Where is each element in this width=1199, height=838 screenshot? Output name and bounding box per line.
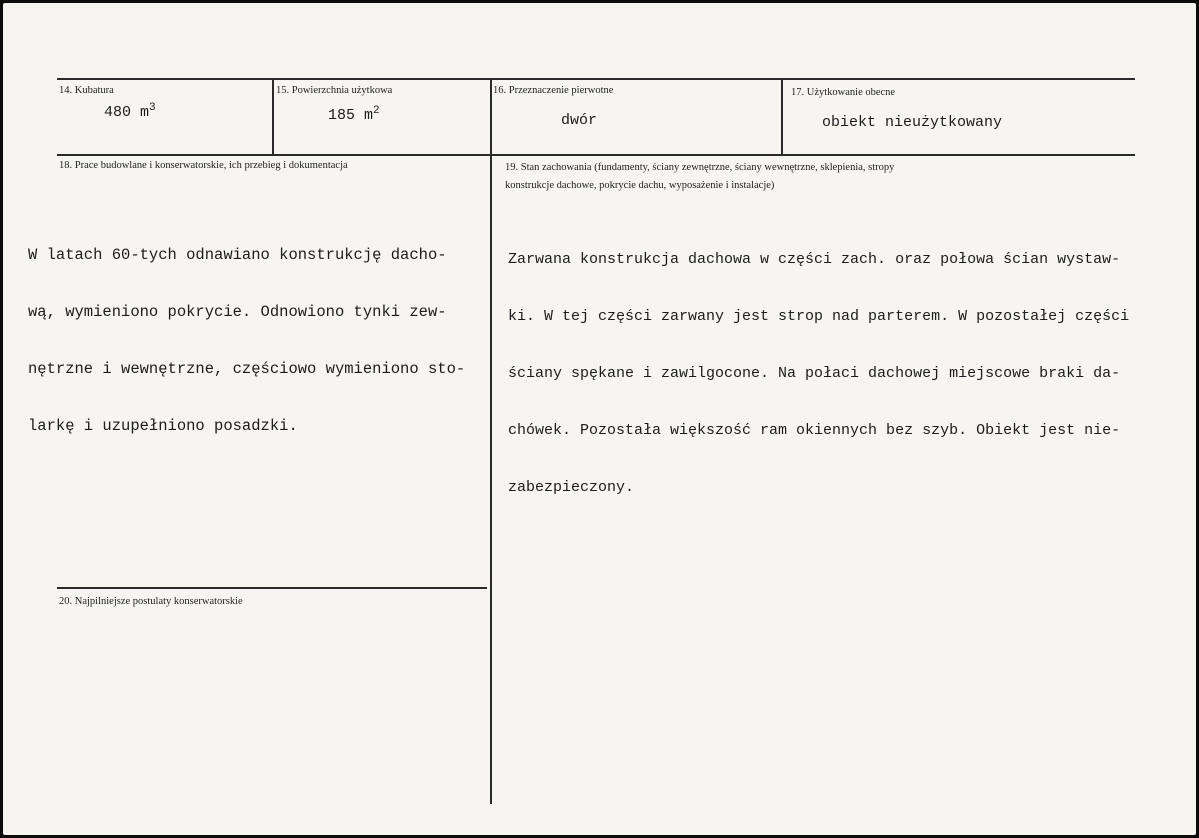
field-14-label: 14. Kubatura — [59, 85, 114, 96]
field-19-label-line: konstrukcje dachowe, pokrycie dachu, wyposażenie i instalacje) — [505, 179, 775, 191]
field-18-text — [28, 208, 465, 474]
field-19-label-line: 19. Stan zachowania (fundamenty, ściany zewnętrzne, ściany wewnętrzne, sklepienia, stropy — [505, 162, 895, 173]
field-14-value: 480 $m^3$ — [104, 102, 156, 121]
field-19-label — [505, 161, 894, 192]
field-17-value: obiekt nieużytkowany — [822, 114, 1003, 131]
field-19-line: ściany spękane i zawilgocone. Na połaci dachowej miejscowe braki da- — [508, 365, 1121, 382]
divider-14-15 — [272, 78, 274, 154]
field-20-label: 20. Najpilniejsze postulaty konserwatorskie — [59, 596, 243, 607]
field-19-line: zabezpieczony. — [508, 479, 635, 496]
field-19-line: chówek. Pozostała większość ram okiennych bez szyb. Obiekt jest nie- — [508, 422, 1121, 439]
field-20-rule — [57, 587, 487, 589]
field-17-label: 17. Użytkowanie obecne — [791, 87, 896, 98]
field-16-label: 16. Przeznaczenie pierwotne — [493, 85, 614, 96]
field-19-text — [508, 212, 1129, 535]
field-15-label: 15. Powierzchnia użytkowa — [276, 85, 393, 96]
field-18-line: W latach 60-tych odnawiano konstrukcję dacho- — [28, 246, 447, 264]
field-18-line: wą, wymieniono pokrycie. Odnowiono tynki zew- — [28, 303, 447, 321]
top-rule — [57, 78, 1135, 80]
divider-main — [490, 154, 492, 804]
middle-rule — [57, 154, 1135, 156]
field-19-line: ki. W tej części zarwany jest strop nad parterem. W pozostałej części — [508, 308, 1130, 325]
field-18-line: nętrzne i wewnętrzne, częściowo wymieniono sto- — [28, 360, 466, 378]
inventory-card — [3, 3, 1196, 835]
field-18-label: 18. Prace budowlane i konserwatorskie, ich przebieg i dokumentacja — [59, 160, 348, 171]
field-18-line: larkę i uzupełniono posadzki. — [28, 417, 298, 435]
field-19-line: Zarwana konstrukcja dachowa w części zach. oraz połowa ścian wystaw- — [508, 251, 1121, 268]
divider-15-16 — [490, 78, 492, 154]
field-15-value: 185 $m^2$ — [328, 105, 380, 124]
field-16-value: dwór — [561, 112, 598, 129]
divider-16-17 — [781, 78, 783, 154]
